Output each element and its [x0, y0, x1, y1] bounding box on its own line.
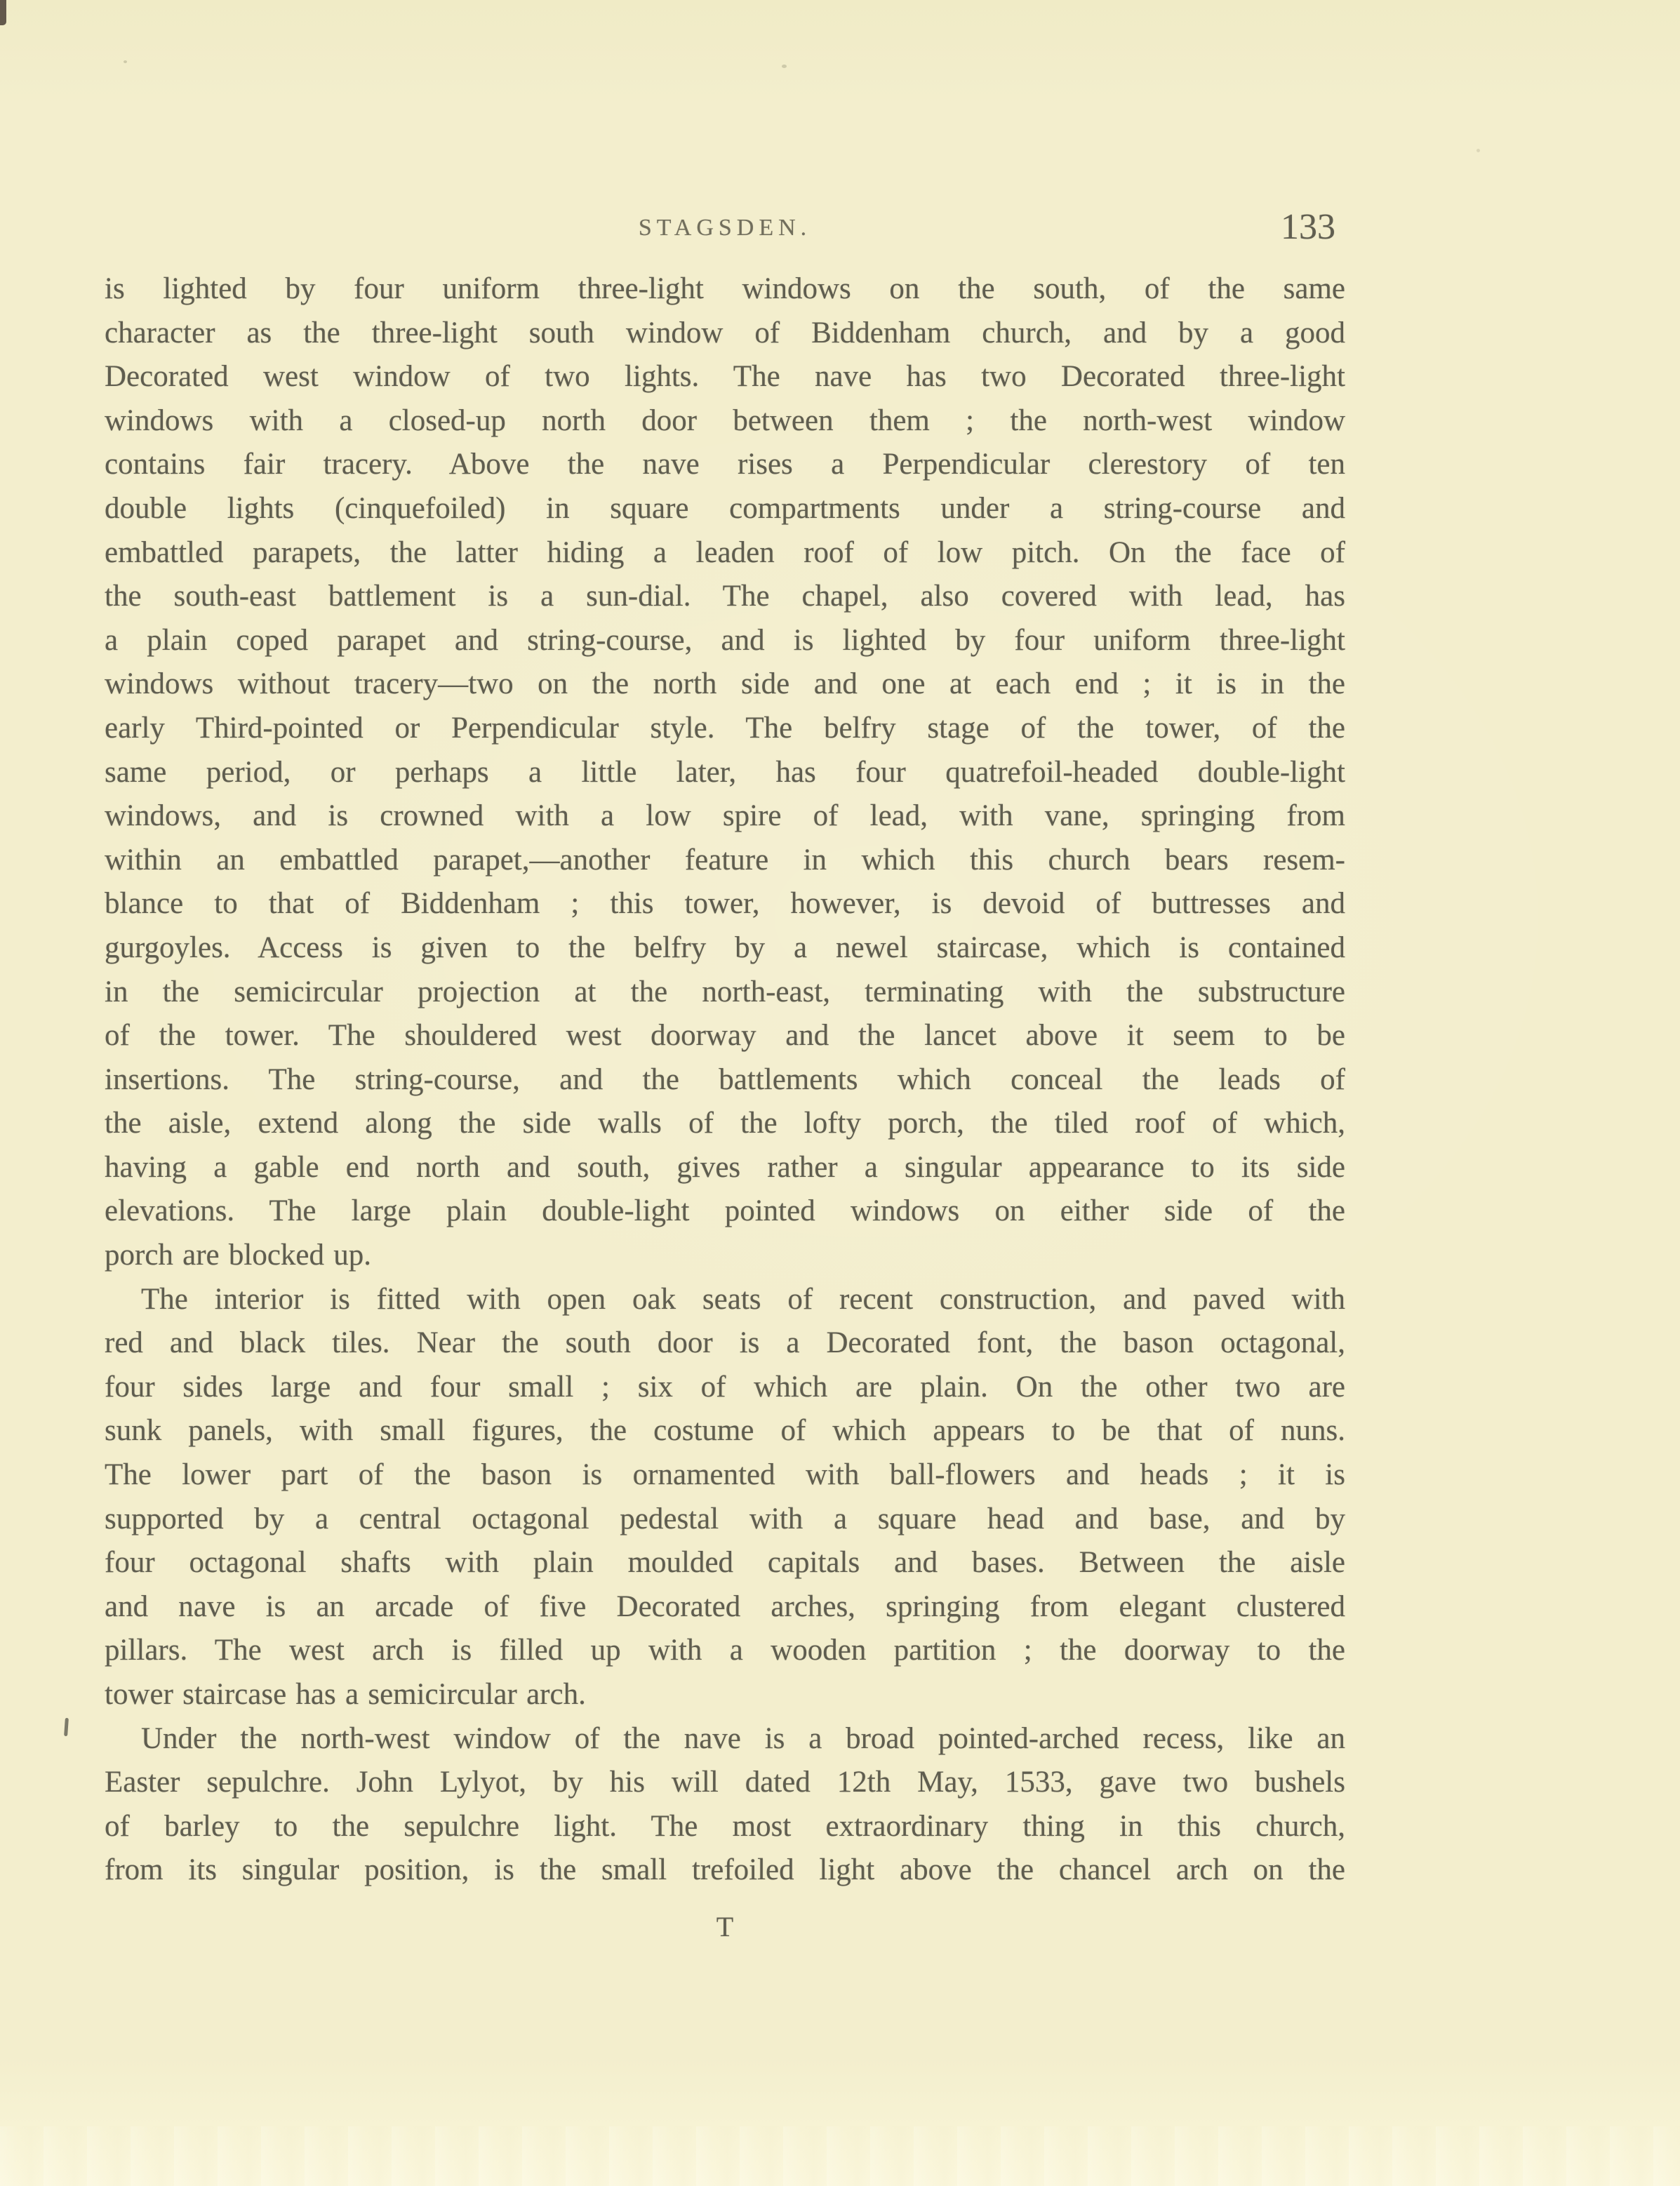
paper-speck: [1476, 149, 1480, 152]
text-line: contains fair tracery. Above the nave rises a Perpendicular clerestory of ten: [105, 448, 1345, 481]
text-line: embattled parapets, the latter hiding a leaden roof of low pitch. On the face of: [105, 535, 1345, 569]
text-line: having a gable end north and south, gives rather a singular appearance to its side: [105, 1150, 1345, 1184]
text-line: in the semicircular projection at the north-east, terminating with the substructure: [105, 975, 1345, 1008]
text-line: Easter sepulchre. John Lylyot, by his will dated 12th May, 1533, gave two bushels: [105, 1766, 1345, 1799]
text-line: insertions. The string-course, and the battlements which conceal the leads of: [105, 1062, 1345, 1096]
text-line: character as the three-light south window of Biddenham church, and by a good: [105, 316, 1345, 349]
text-line: from its singular position, is the small trefoiled light above the chancel arch on the: [105, 1853, 1345, 1887]
paper-speck: [782, 65, 787, 68]
text-block: [105, 267, 1345, 1893]
text-line: four octagonal shafts with plain moulded capitals and bases. Between the aisle: [105, 1546, 1345, 1580]
text-line: is lighted by four uniform three-light windows on the south, of the same: [105, 272, 1345, 305]
text-line: supported by a central octagonal pedestal with a square head and base, and by: [105, 1502, 1345, 1535]
scan-corner-artifact: [0, 0, 6, 25]
text-line: The lower part of the bason is ornamented with ball-flowers and heads ; it is: [105, 1458, 1345, 1492]
text-line: early Third-pointed or Perpendicular style. The belfry stage of the tower, of the: [105, 711, 1345, 745]
text-line: blance to that of Biddenham ; this tower, however, is devoid of buttresses and: [105, 887, 1345, 921]
text-line: windows, and is crowned with a low spire of lead, with vane, springing from: [105, 799, 1345, 833]
text-line: pillars. The west arch is filled up with a wooden partition ; the doorway to the: [105, 1634, 1345, 1667]
text-line: windows with a closed-up north door between them ; the north-west window: [105, 404, 1345, 437]
text-line: of barley to the sepulchre light. The most extraordinary thing in this church,: [105, 1809, 1345, 1843]
text-line: Decorated west window of two lights. The nave has two Decorated three-light: [105, 360, 1345, 394]
text-line: a plain coped parapet and string-course, and is lighted by four uniform three-light: [105, 623, 1345, 657]
text-line: red and black tiles. Near the south door is a Decorated font, the bason octagonal,: [105, 1326, 1345, 1360]
text-line: and nave is an arcade of five Decorated arches, springing from elegant clustered: [105, 1589, 1345, 1623]
text-line: Under the north-west window of the nave is a broad pointed-arched recess, like an: [141, 1721, 1345, 1755]
text-line: windows without tracery—two on the north side and one at each end ; it is in the: [105, 667, 1345, 701]
text-line: porch are blocked up.: [105, 1239, 372, 1272]
text-line: sunk panels, with small figures, the costume of which appears to be that of nuns.: [105, 1414, 1345, 1448]
text-line: same period, or perhaps a little later, has four quatrefoil-headed double-light: [105, 755, 1345, 789]
paper-speck: [124, 60, 127, 63]
text-line: tower staircase has a semicircular arch.: [105, 1678, 586, 1711]
text-line: gurgoyles. Access is given to the belfry by a newel staircase, which is contained: [105, 931, 1345, 964]
text-line: within an embattled parapet,—another feature in which this church bears resem-: [105, 843, 1345, 877]
page-number: 133: [1281, 207, 1335, 247]
scan-bottom-edge: [0, 2126, 1680, 2186]
text-line: elevations. The large plain double-light pointed windows on either side of the: [105, 1194, 1345, 1228]
page-header: [105, 206, 1345, 255]
text-line: the south-east battlement is a sun-dial. The chapel, also covered with lead, has: [105, 580, 1345, 613]
text-line: four sides large and four small ; six of which are plain. On the other two are: [105, 1370, 1345, 1404]
signature-mark: T: [716, 1911, 734, 1942]
text-line: double lights (cinquefoiled) in square compartments under a string-course and: [105, 491, 1345, 525]
text-line: The interior is fitted with open oak seats of recent construction, and paved with: [141, 1282, 1345, 1316]
text-line: the aisle, extend along the side walls of the lofty porch, the tiled roof of which,: [105, 1107, 1345, 1140]
text-line: of the tower. The shouldered west doorway and the lancet above it seem to be: [105, 1019, 1345, 1053]
stray-ink-mark: [64, 1718, 69, 1736]
running-title: STAGSDEN.: [638, 215, 812, 241]
